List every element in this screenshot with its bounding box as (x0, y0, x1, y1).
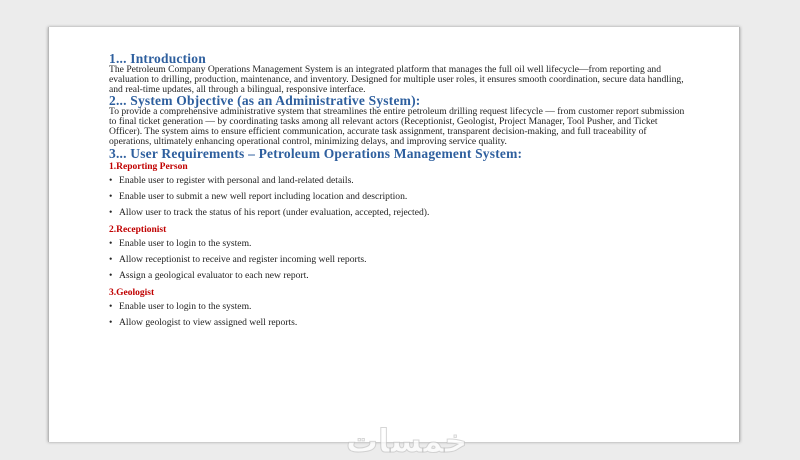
section-title-system-objective: 2... System Objective (as an Administrative System): (109, 93, 421, 109)
introduction-paragraph: The Petroleum Company Operations Management System is an integrated platform that manages the full oil well lifecycle—from reporting and evaluation to drilling, production, maintenance, and inventory. Designed for multiple user roles, it ensures smooth coordination, secure data handling, and real-time updates, all through a bilingual, responsive interface. (109, 64, 684, 95)
page-content (109, 52, 689, 328)
role-heading-geologist: 3.Geologist (109, 287, 155, 298)
section-title-introduction: 1... Introduction (109, 51, 206, 66)
list-item: • Allow geologist to view assigned well reports. (109, 318, 689, 328)
role-heading-receptionist: 2.Receptionist (109, 224, 167, 235)
role-heading-reporting-person: 1.Reporting Person (109, 161, 188, 172)
list-item: • Allow user to track the status of his report (under evaluation, accepted, rejected). (109, 208, 689, 218)
list-item: • Enable user to login to the system. (109, 302, 689, 312)
list-item: • Assign a geological evaluator to each new report. (109, 271, 689, 281)
list-item: • Allow receptionist to receive and register incoming well reports. (109, 255, 689, 265)
receptionist-list (109, 239, 689, 281)
list-item: • Enable user to login to the system. (109, 239, 689, 249)
list-item: • Enable user to submit a new well report including location and description. (109, 192, 689, 202)
reporting-person-list (109, 176, 689, 218)
system-objective-paragraph: To provide a comprehensive administrative system that streamlines the entire petroleum drilling request lifecycle — from customer report submission to final ticket generation — by coordinating tasks among all relevant actors (Receptionist, Geologist, Project Manager, Tool Pusher, and Ticket Officer). The system aims to ensure efficient communication, accurate task assignment, transparent decision-making, and full traceability of operations, ultimately enhancing operational control, minimizing delays, and improving service quality. (109, 106, 685, 147)
geologist-list (109, 302, 689, 328)
document-page (48, 27, 740, 442)
list-item: • Enable user to register with personal and land-related details. (109, 176, 689, 186)
watermark-logo: خمسات (346, 422, 468, 460)
section-title-user-requirements: 3... User Requirements – Petroleum Operations Management System: (109, 145, 523, 161)
